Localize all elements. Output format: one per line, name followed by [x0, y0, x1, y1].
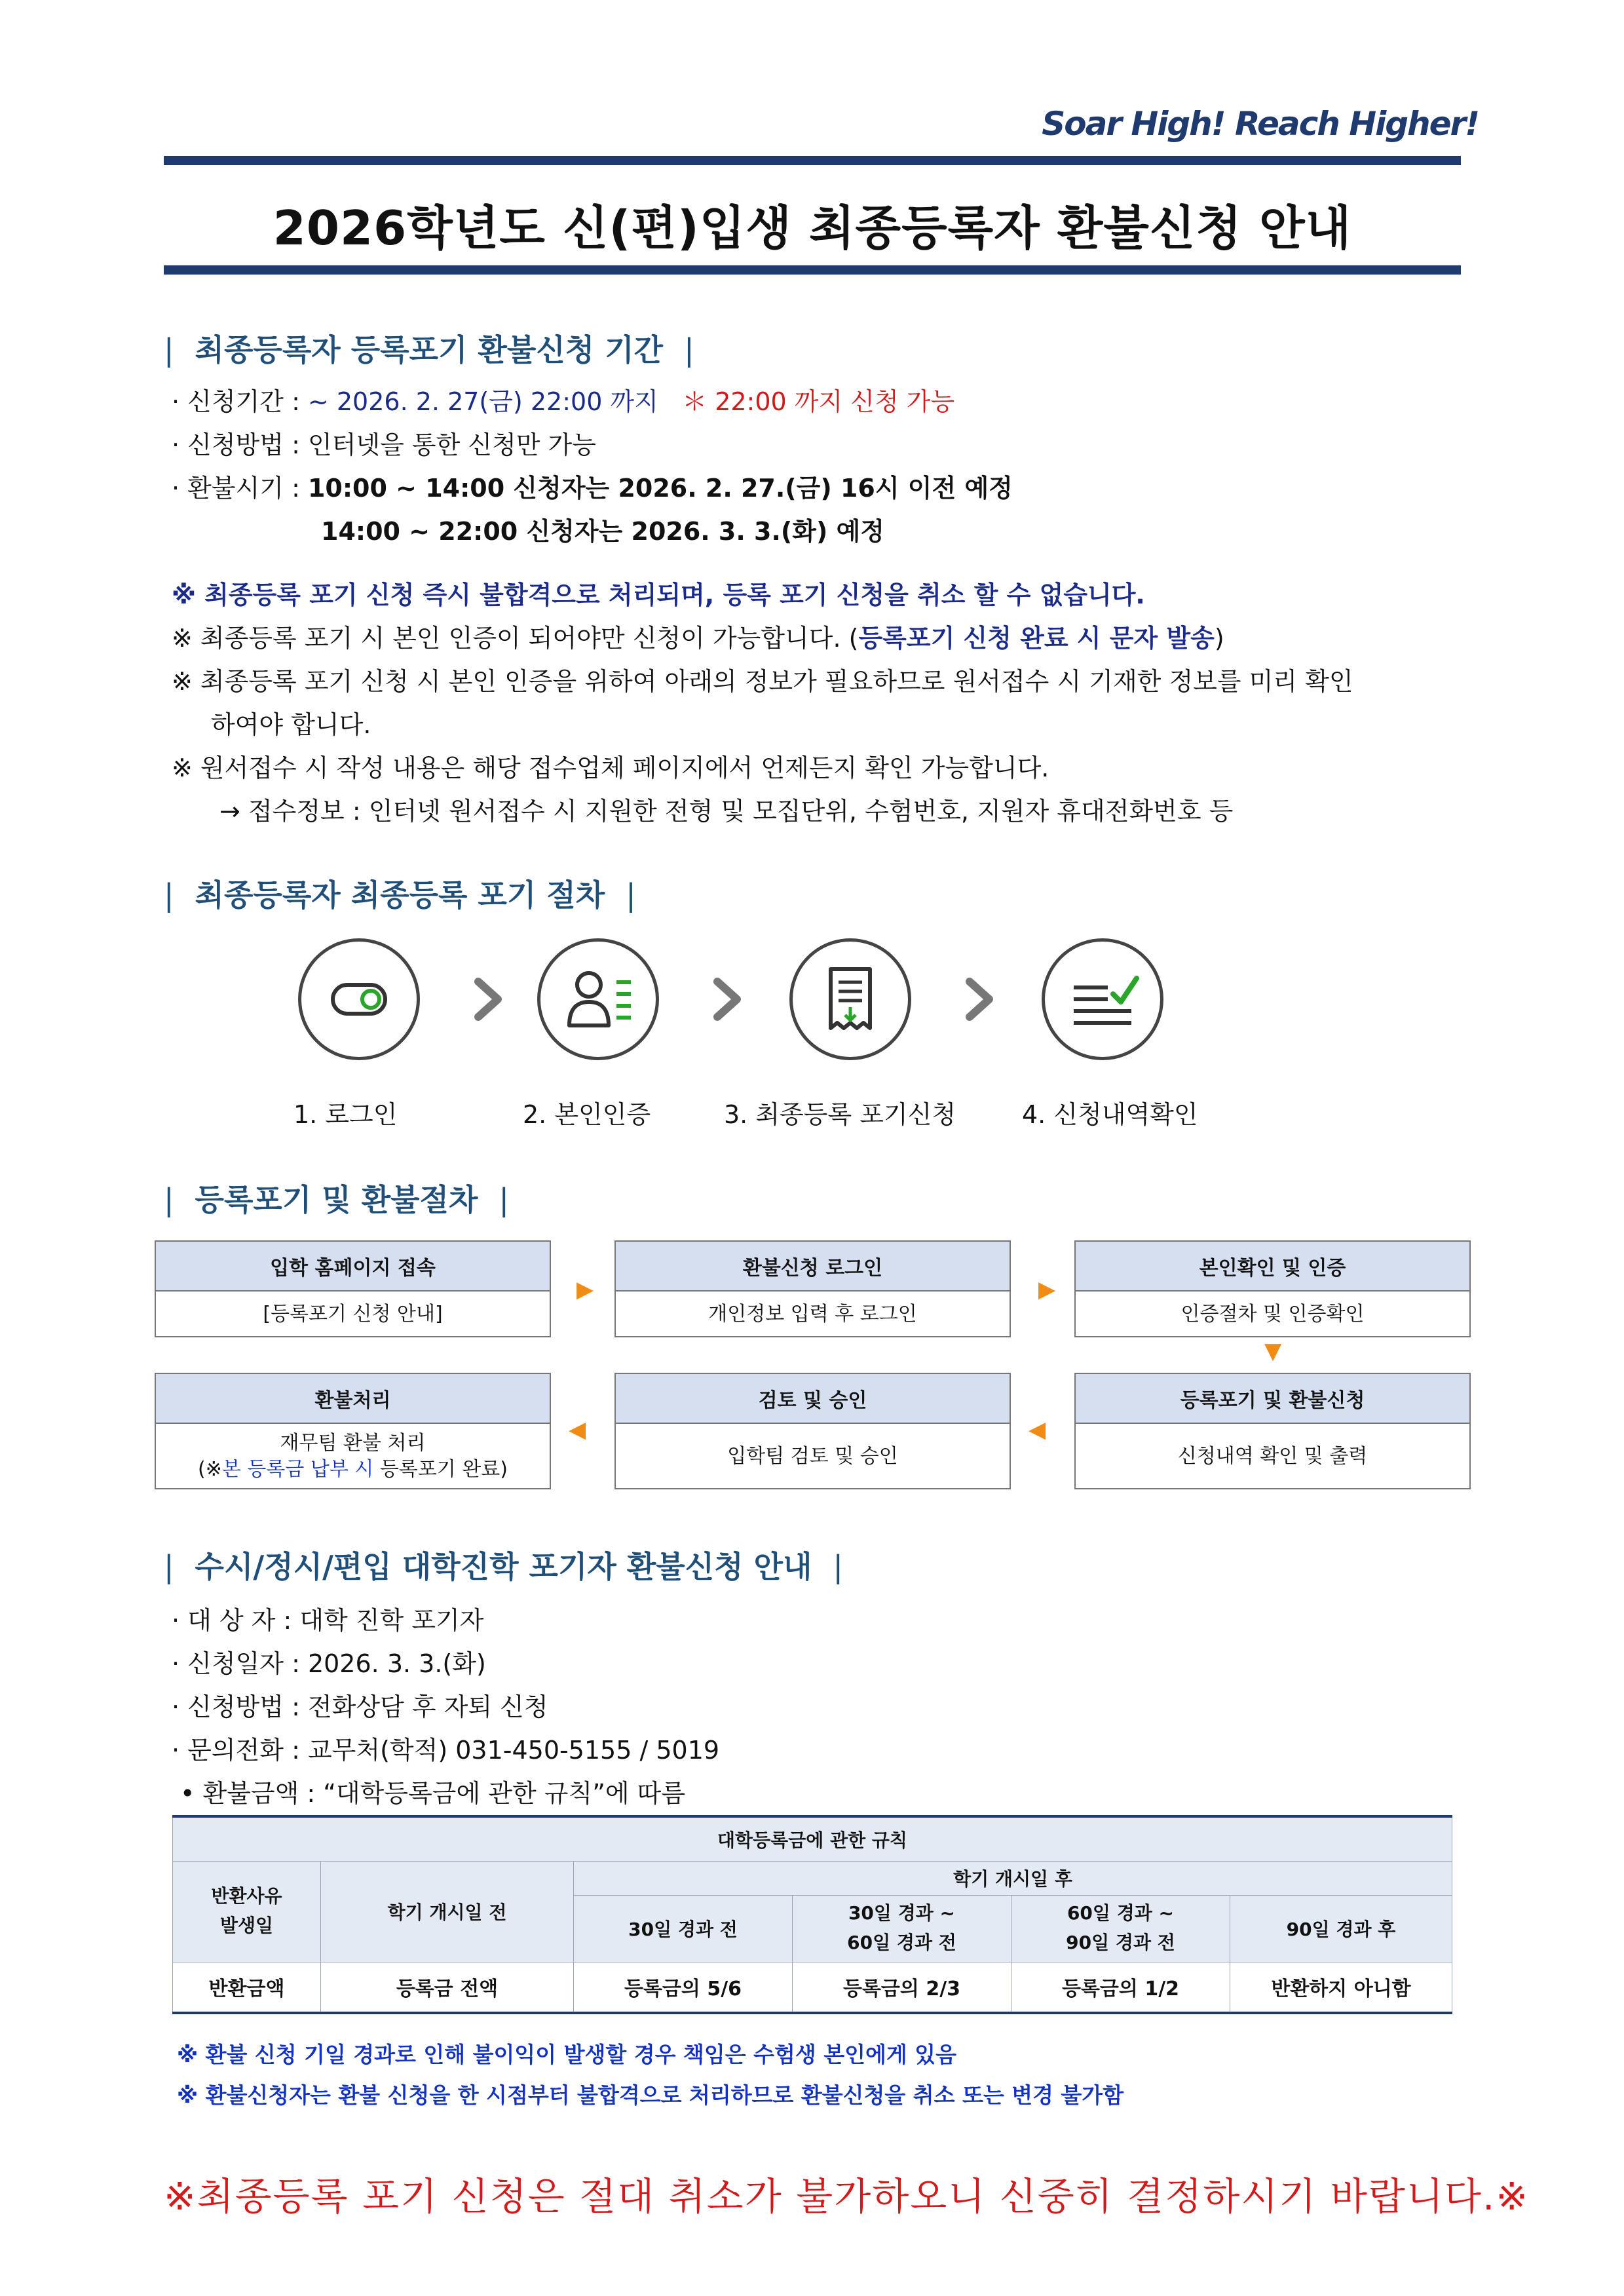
target-line: · 대 상 자 : 대학 진학 포기자 [172, 1606, 484, 1635]
period-line: · 신청기간 : ~ 2026. 2. 27(금) 22:00 까지 ＊ 22:00 까지 신청 가능 [172, 387, 955, 416]
method-line: · 신청방법 : 전화상담 후 자퇴 신청 [172, 1693, 548, 1721]
table-header-before: 학기 개시일 전 [321, 1861, 574, 1962]
chevron-right-icon [956, 976, 1002, 1022]
refund-note-1: ※ 환불 신청 기일 경과로 인해 불이익이 발생할 경우 책임은 수험생 본인에게 있음 [177, 2042, 957, 2067]
flow-box-review: 검토 및 승인 입학팀 검토 및 승인 [614, 1373, 1011, 1489]
arrow-left-icon: ◀ [1029, 1417, 1046, 1443]
step-label-1: 1. 로그인 [293, 1100, 398, 1129]
step-label-4: 4. 신청내역확인 [1022, 1100, 1198, 1129]
method-line: · 신청방법 : 인터넷을 통한 신청만 가능 [172, 430, 596, 459]
notice-3: ※ 최종등록 포기 신청 시 본인 인증을 위하여 아래의 정보가 필요하므로 원서접수 시 기재한 정보를 미리 확인 [172, 667, 1353, 696]
table-header-30-60: 30일 경과 ~ 60일 경과 전 [793, 1895, 1011, 1962]
section-heading-refund-flow: | 등록포기 및 환불절차 | [164, 1182, 510, 1217]
checklist-icon [1042, 938, 1163, 1060]
bottom-rule [164, 265, 1461, 275]
table-cell: 등록금의 2/3 [793, 1962, 1011, 2013]
notice-4: ※ 원서접수 시 작성 내용은 해당 접수업체 페이지에서 언제든지 확인 가능합니다. [172, 754, 1049, 782]
refund-rule-table [172, 1815, 1452, 2014]
notice-5: → 접수정보 : 인터넷 원서접수 시 지원한 전형 및 모집단위, 수험번호, 지원자 휴대전화번호 등 [219, 797, 1234, 826]
flow-box-refund-processing: 환불처리 재무팀 환불 처리 (※본 등록금 납부 시 등록포기 완료) [155, 1373, 551, 1489]
table-caption: 대학등록금에 관한 규칙 [173, 1816, 1452, 1861]
table-cell: 등록금의 1/2 [1011, 1962, 1230, 2013]
table-row-label: 반환금액 [173, 1962, 321, 2013]
top-rule [164, 156, 1461, 165]
amount-line: • 환불금액 : “대학등록금에 관한 규칙”에 따름 [180, 1779, 686, 1808]
slogan: Soar High! Reach Higher! [1042, 105, 1479, 143]
flow-box-verification: 본인확인 및 인증 인증절차 및 인증확인 [1074, 1240, 1471, 1337]
arrow-down-icon: ▼ [1264, 1338, 1282, 1364]
flow-box-login: 환불신청 로그인 개인정보 입력 후 로그인 [614, 1240, 1011, 1337]
step-label-2: 2. 본인인증 [523, 1100, 651, 1129]
section-heading-withdrawal: | 수시/정시/편입 대학진학 포기자 환불신청 안내 | [164, 1549, 844, 1584]
receipt-icon [789, 938, 911, 1060]
table-header-60-90: 60일 경과 ~ 90일 경과 전 [1011, 1895, 1230, 1962]
arrow-right-icon: ▶ [576, 1276, 594, 1303]
notice-1: ※ 최종등록 포기 신청 즉시 불합격으로 처리되며, 등록 포기 신청을 취소 할 수 없습니다. [172, 581, 1145, 609]
table-header-reason: 반환사유 발생일 [173, 1861, 321, 1962]
table-header-after: 학기 개시일 후 [574, 1861, 1452, 1895]
flow-box-homepage: 입학 홈페이지 접속 [등록포기 신청 안내] [155, 1240, 551, 1337]
table-header-90-after: 90일 경과 후 [1230, 1895, 1452, 1962]
chevron-right-icon [465, 976, 511, 1022]
section-heading-period: | 최종등록자 등록포기 환불신청 기간 | [164, 332, 694, 368]
refund-line-2: 14:00 ~ 22:00 신청자는 2026. 3. 3.(화) 예정 [321, 517, 885, 546]
period-note: ＊ 22:00 까지 신청 가능 [682, 387, 955, 416]
final-notice: ※최종등록 포기 신청은 절대 취소가 불가하오니 신중히 결정하시기 바랍니다.※ [164, 2174, 1529, 2219]
toggle-icon [298, 938, 420, 1060]
table-header-30-before: 30일 경과 전 [574, 1895, 793, 1962]
step-label-3: 3. 최종등록 포기신청 [724, 1100, 956, 1129]
arrow-right-icon: ▶ [1038, 1276, 1056, 1303]
table-cell: 등록금 전액 [321, 1962, 574, 2013]
user-list-icon [537, 938, 659, 1060]
phone-line: · 문의전화 : 교무처(학적) 031-450-5155 / 5019 [172, 1736, 720, 1765]
flow-box-refund-request: 등록포기 및 환불신청 신청내역 확인 및 출력 [1074, 1373, 1471, 1489]
arrow-left-icon: ◀ [569, 1417, 586, 1443]
notice-3-cont: 하여야 합니다. [211, 710, 371, 739]
section-heading-procedure: | 최종등록자 최종등록 포기 절차 | [164, 877, 636, 913]
table-cell: 등록금의 5/6 [574, 1962, 793, 2013]
table-cell: 반환하지 아니함 [1230, 1962, 1452, 2013]
period-value: ~ 2026. 2. 27(금) 22:00 까지 [307, 387, 658, 416]
date-line: · 신청일자 : 2026. 3. 3.(화) [172, 1649, 486, 1678]
notice-2: ※ 최종등록 포기 시 본인 인증이 되어야만 신청이 가능합니다. (등록포기 신청 완료 시 문자 발송) [172, 624, 1224, 653]
refund-note-2: ※ 환불신청자는 환불 신청을 한 시점부터 불합격으로 처리하므로 환불신청을 취소 또는 변경 불가함 [177, 2082, 1124, 2108]
refund-line-1: · 환불시기 : 10:00 ~ 14:00 신청자는 2026. 2. 27.(금) 16시 이전 예정 [172, 474, 1013, 503]
page-title: 2026학년도 신(편)입생 최종등록자 환불신청 안내 [273, 201, 1352, 256]
chevron-right-icon [704, 976, 750, 1022]
